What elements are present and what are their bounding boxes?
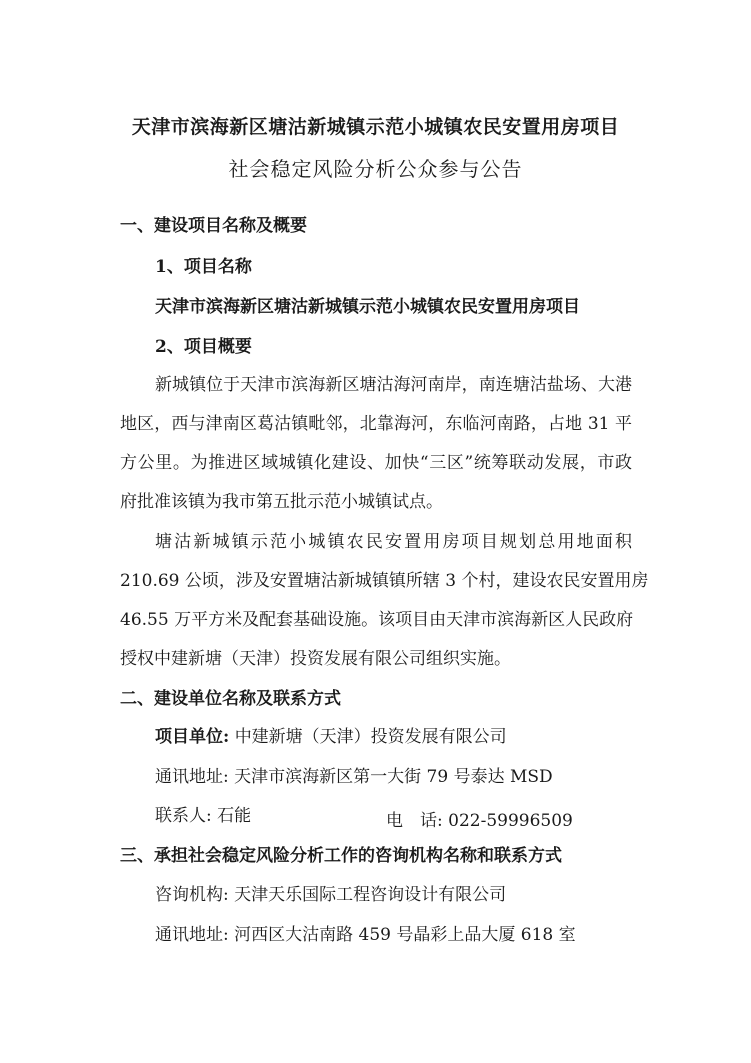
section1-sub2-heading: 2、项目概要 xyxy=(155,337,252,357)
project-unit-row xyxy=(155,727,507,747)
phone-label: 电 话: xyxy=(386,811,443,831)
section2-heading: 二、建设单位名称及联系方式 xyxy=(120,689,341,709)
project-name: 天津市滨海新区塘沽新城镇示范小城镇农民安置用房项目 xyxy=(155,297,580,317)
contact-label: 联系人: xyxy=(155,806,212,826)
para2-line: 210.69 公顷，涉及安置塘沽新城镇镇所辖 3 个村，建设农民安置用房 xyxy=(120,571,649,591)
phone-row xyxy=(386,806,573,831)
para1-line: 地区，西与津南区葛沽镇毗邻，北靠海河，东临河南路，占地 31 平 xyxy=(120,414,632,434)
project-unit-label: 项目单位: xyxy=(155,727,230,747)
para1-line: 新城镇位于天津市滨海新区塘沽海河南岸，南连塘沽盐场、大港 xyxy=(155,375,632,395)
agency-address-value: 河西区大沽南路 459 号晶彩上品大厦 618 室 xyxy=(234,925,576,945)
unit-address-value: 天津市滨海新区第一大街 79 号泰达 MSD xyxy=(234,767,553,787)
section1-sub1-heading: 1、项目名称 xyxy=(155,257,252,277)
agency-address-label: 通讯地址: xyxy=(155,925,229,945)
section3-heading: 三、承担社会稳定风险分析工作的咨询机构名称和联系方式 xyxy=(120,846,562,866)
contact-value: 石能 xyxy=(217,806,252,826)
unit-address-label: 通讯地址: xyxy=(155,767,229,787)
section1-heading: 一、建设项目名称及概要 xyxy=(120,216,307,236)
agency-row xyxy=(155,885,506,905)
agency-value: 天津天乐国际工程咨询设计有限公司 xyxy=(234,885,507,905)
phone-value: 022-59996509 xyxy=(448,811,573,831)
contact-row xyxy=(155,806,251,826)
unit-address-row xyxy=(155,767,553,787)
agency-address-row xyxy=(155,925,576,945)
project-unit-value: 中建新塘（天津）投资发展有限公司 xyxy=(234,727,507,747)
para2-line: 授权中建新塘（天津）投资发展有限公司组织实施。 xyxy=(120,649,511,669)
agency-label: 咨询机构: xyxy=(155,885,229,905)
document-title-line2: 社会稳定风险分析公众参与公告 xyxy=(228,157,523,181)
para2-line: 塘沽新城镇示范小城镇农民安置用房项目规划总用地面积 xyxy=(155,532,632,552)
para2-line: 46.55 万平方米及配套基础设施。该项目由天津市滨海新区人民政府 xyxy=(120,610,634,630)
document-title-line1: 天津市滨海新区塘沽新城镇示范小城镇农民安置用房项目 xyxy=(131,116,620,138)
para1-line: 府批准该镇为我市第五批示范小城镇试点。 xyxy=(120,492,443,512)
para1-line: 方公里。为推进区域城镇化建设、加快“三区”统筹联动发展，市政 xyxy=(120,453,632,473)
